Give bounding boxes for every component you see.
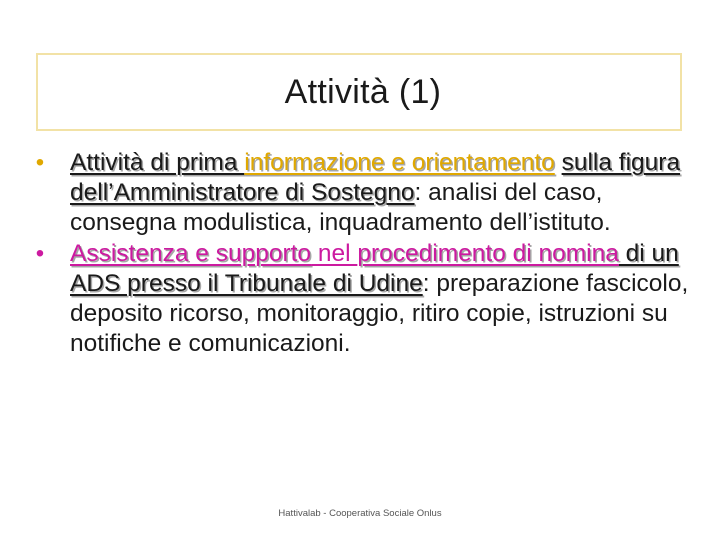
bullet-1-highlight: informazione e orientamento [244,149,555,176]
slide-footer: Hattivalab - Cooperativa Sociale Onlus [278,508,442,519]
bullet-2-details: : preparazione fascicolo, deposito ricorso, monitoraggio, ritiro copie, istruzioni su notifiche e comunicazioni. [70,269,689,358]
bullet-1-intro: Attività di prima [70,149,245,176]
bullet-item [30,239,700,360]
bullet-item [30,148,700,239]
bullet-dot-icon: • [35,149,45,176]
bullet-1-subject: sulla figura dell’Amministratore di Sostegno [70,149,681,207]
slide-title-box [36,53,682,131]
bullet-1-details: : analisi del caso, consegna modulistica, inquadramento dell’istituto. [70,179,611,237]
slide-title: Attività (1) [284,72,442,111]
bullet-2-court: di un ADS presso il Tribunale di Udine [70,239,679,297]
bullet-2-procedure: procedimento di nomina [357,239,619,267]
bullet-2-connector: nel [311,239,358,267]
bullet-2-highlight: Assistenza e supporto [70,239,312,267]
bullet-list [30,148,700,359]
bullet-dot-icon: • [35,239,45,267]
